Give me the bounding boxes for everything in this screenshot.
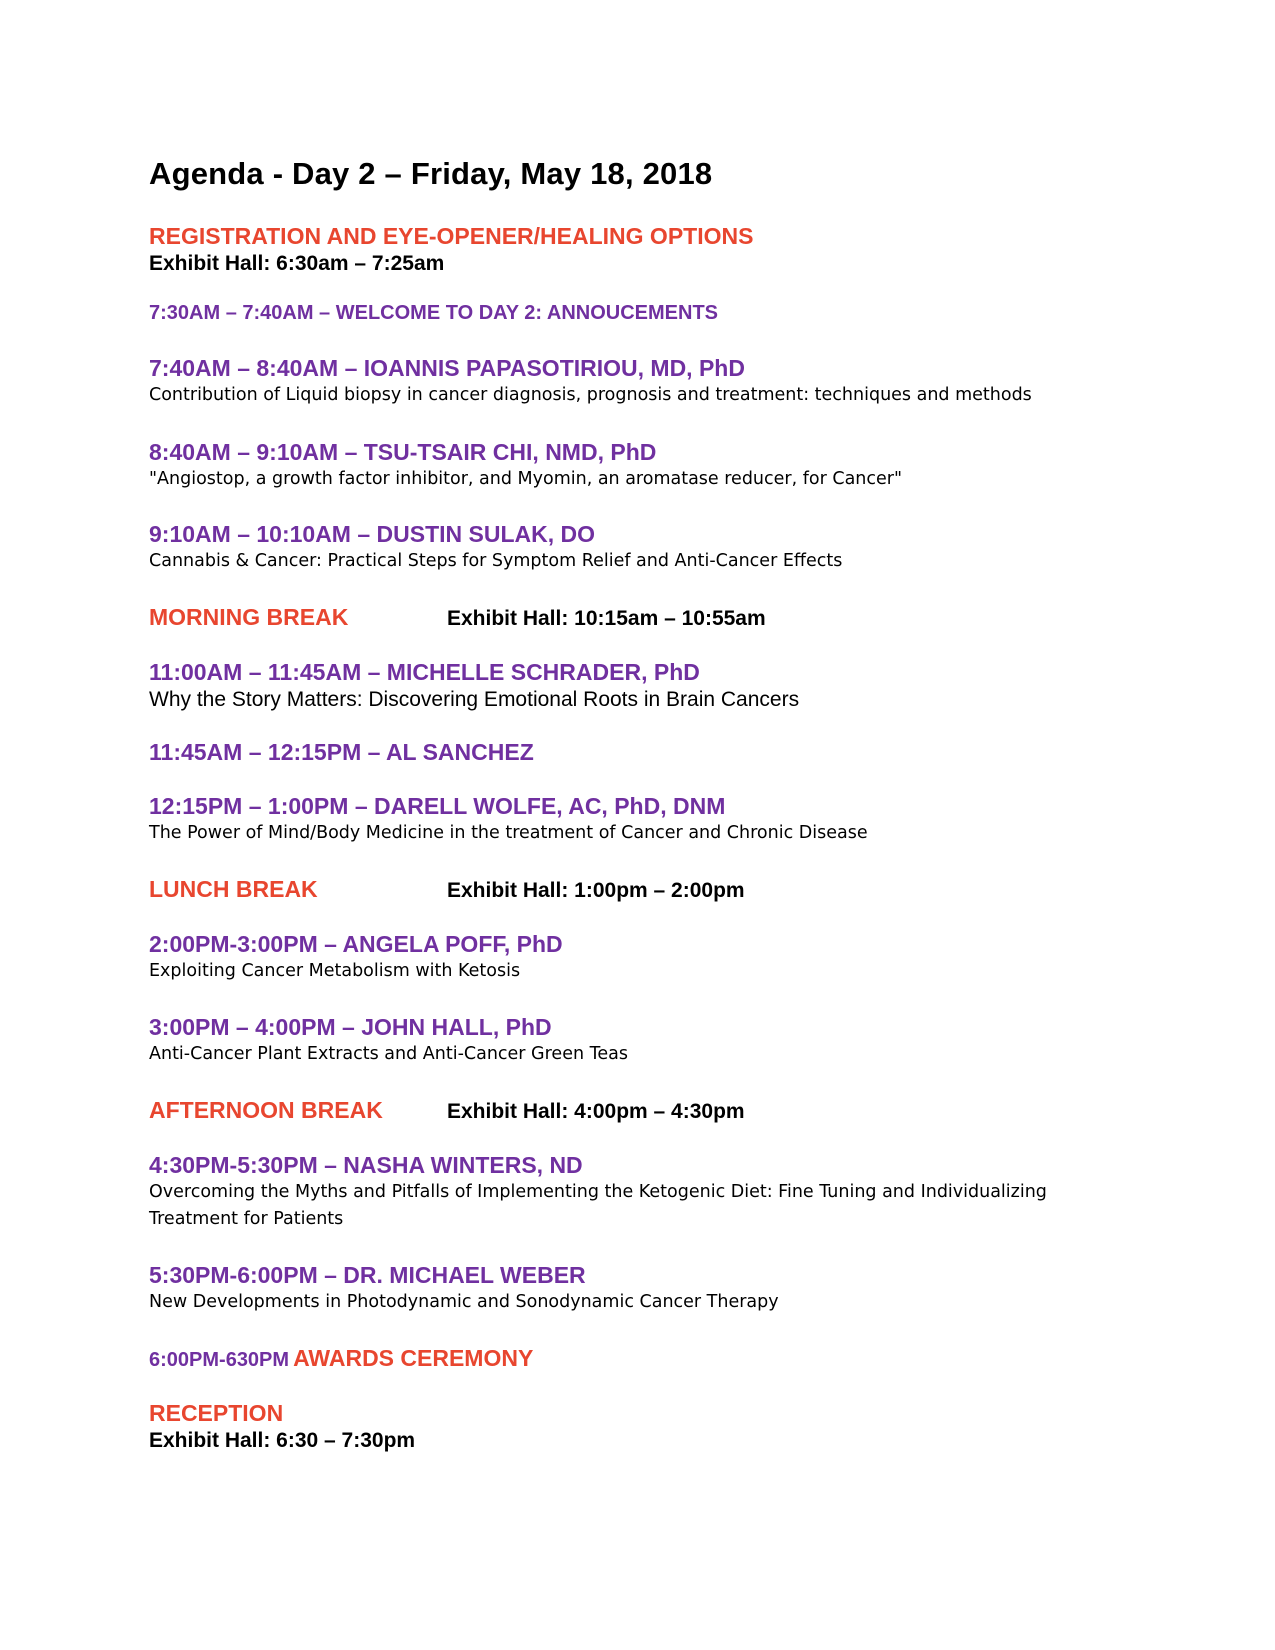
registration-block <box>149 223 753 277</box>
session-description: Exploiting Cancer Metabolism with Ketosis <box>149 961 521 981</box>
session-heading: 5:30PM-6:00PM – DR. MICHAEL WEBER <box>149 1262 586 1288</box>
session-description: Why the Story Matters: Discovering Emotional Roots in Brain Cancers <box>149 688 800 711</box>
session-description: Anti-Cancer Plant Extracts and Anti-Cancer Green Teas <box>149 1044 628 1064</box>
morning-break-label: MORNING BREAK <box>149 604 349 630</box>
session-description: "Angiostop, a growth factor inhibitor, and Myomin, an aromatase reducer, for Cancer" <box>149 469 903 489</box>
lunch-break-row <box>149 876 745 904</box>
session-block <box>149 521 842 575</box>
morning-break-hall: Exhibit Hall: 10:15am – 10:55am <box>447 607 766 630</box>
reception-block <box>149 1400 415 1454</box>
session-heading: 4:30PM-5:30PM – NASHA WINTERS, ND <box>149 1152 583 1178</box>
lunch-break-label: LUNCH BREAK <box>149 876 318 902</box>
afternoon-break-label: AFTERNOON BREAK <box>149 1097 383 1123</box>
session-heading: 3:00PM – 4:00PM – JOHN HALL, PhD <box>149 1014 552 1040</box>
awards-time: 6:00PM-630PM <box>149 1349 290 1371</box>
session-description: Overcoming the Myths and Pitfalls of Implementing the Ketogenic Diet: Fine Tuning and Individualizing Treatment for Patients <box>149 1182 1047 1229</box>
session-block <box>149 1152 1129 1233</box>
session-heading: 12:15PM – 1:00PM – DARELL WOLFE, AC, PhD, DNM <box>149 793 726 819</box>
session-description: Cannabis & Cancer: Practical Steps for Symptom Relief and Anti-Cancer Effects <box>149 551 843 571</box>
session-block <box>149 1262 779 1316</box>
page-title: Agenda - Day 2 – Friday, May 18, 2018 <box>149 156 713 191</box>
session-block <box>149 439 902 493</box>
awards-label: AWARDS CEREMONY <box>293 1345 534 1371</box>
session-heading: 9:10AM – 10:10AM – DUSTIN SULAK, DO <box>149 521 596 547</box>
session-description: Contribution of Liquid biopsy in cancer diagnosis, prognosis and treatment: techniques and methods <box>149 385 1032 405</box>
reception-heading: RECEPTION <box>149 1400 284 1426</box>
afternoon-break-row <box>149 1097 745 1125</box>
session-heading: 2:00PM-3:00PM – ANGELA POFF, PhD <box>149 931 563 957</box>
registration-hall: Exhibit Hall: 6:30am – 7:25am <box>149 252 445 275</box>
registration-heading: REGISTRATION AND EYE-OPENER/HEALING OPTIONS <box>149 223 754 249</box>
morning-break-row <box>149 604 766 632</box>
session-description: New Developments in Photodynamic and Sonodynamic Cancer Therapy <box>149 1292 779 1312</box>
lunch-break-hall: Exhibit Hall: 1:00pm – 2:00pm <box>447 879 745 902</box>
afternoon-break-hall: Exhibit Hall: 4:00pm – 4:30pm <box>447 1100 745 1123</box>
session-heading: 7:40AM – 8:40AM – IOANNIS PAPASOTIRIOU, MD, PhD <box>149 355 745 381</box>
session-block <box>149 739 534 766</box>
session-block <box>149 793 868 847</box>
reception-hall: Exhibit Hall: 6:30 – 7:30pm <box>149 1429 416 1452</box>
session-heading: 11:45AM – 12:15PM – AL SANCHEZ <box>149 739 534 765</box>
session-block <box>149 1014 628 1068</box>
session-description: The Power of Mind/Body Medicine in the treatment of Cancer and Chronic Disease <box>149 823 868 843</box>
session-heading: 8:40AM – 9:10AM – TSU-TSAIR CHI, NMD, PhD <box>149 439 657 465</box>
welcome-heading: 7:30AM – 7:40AM – WELCOME TO DAY 2: ANNOUCEMENTS <box>149 302 718 324</box>
session-block <box>149 931 563 985</box>
awards-block <box>149 1345 533 1374</box>
session-block <box>149 659 799 713</box>
session-heading: 11:00AM – 11:45AM – MICHELLE SCHRADER, PhD <box>149 659 700 685</box>
welcome-block <box>149 300 718 327</box>
session-block <box>149 355 1032 409</box>
